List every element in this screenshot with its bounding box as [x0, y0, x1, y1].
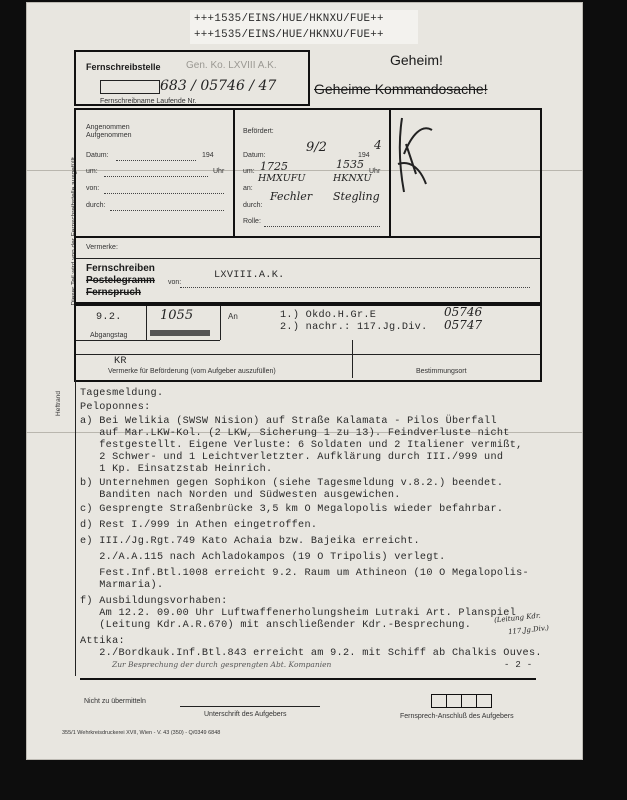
befoerdert-year: 194: [358, 152, 370, 159]
teletype-strip: [190, 10, 418, 44]
angenommen-von: von:: [86, 185, 100, 192]
divider: [76, 340, 220, 341]
angenommen-von-line: [104, 193, 224, 194]
laufende-nr-value: 683 / 05746 / 47: [160, 78, 277, 94]
dispatch-date: 9.2.: [96, 312, 122, 323]
body-line: b) Unternehmen gegen Sophikon (siehe Tagesmeldung v.8.2.) beendet.: [80, 478, 504, 489]
body-line: Marmaria).: [80, 580, 164, 591]
recipient-1: 1.) Okdo.H.Gr.E: [280, 310, 377, 321]
phone-box: [446, 694, 462, 708]
kind-postelegramm: Postelegramm: [86, 275, 155, 286]
body-line: d) Rest I./999 in Athen eingetroffen.: [80, 520, 318, 531]
divider: [389, 110, 391, 236]
body-line: 2./Bordkauk.Inf.Btl.843 erreicht am 9.2. mit Schiff ab Chalkis Ouves.: [80, 648, 542, 659]
header-label: Fernschreibstelle: [86, 62, 161, 72]
dispatch-time: 1055: [160, 308, 194, 323]
angenommen-title: Angenommen: [86, 124, 130, 131]
body-line: (Leitung Kdr.A.R.670) mit anschließender Kdr.-Besprechung.: [80, 620, 472, 631]
routing-code: KR: [114, 356, 127, 367]
angenommen-uhr: Uhr: [213, 168, 225, 175]
angenommen-year: 194: [202, 152, 214, 159]
body-line: c) Gesprengte Straßenbrücke 3,5 km O Megalopolis wieder befahrbar.: [80, 504, 504, 515]
kind-von-value: LXVIII.A.K.: [214, 270, 285, 281]
befoerdert-datum: Datum:: [243, 152, 266, 159]
divider: [76, 258, 540, 259]
befoerdert-an: an:: [243, 185, 253, 192]
recipient-number-1: 05746: [444, 305, 483, 319]
side-note: Dieser Teil wird von der Fernschreibstelle ausgefüllt: [70, 157, 78, 306]
dispatch-time-redaction: [150, 330, 210, 336]
body-line: Peloponnes:: [80, 402, 151, 413]
angenommen-datum: Datum:: [86, 152, 109, 159]
befoerdert-uhr: Uhr: [369, 168, 381, 175]
divider: [76, 236, 540, 238]
margin-note: 117.Jg.Div.): [507, 623, 550, 637]
angenommen-datum-line: [116, 160, 196, 161]
angenommen-um: um:: [86, 168, 98, 175]
laufende-nr-label: Fernschreibname Laufende Nr.: [100, 98, 197, 105]
bestimmungsort-label: Bestimmungsort: [416, 368, 467, 375]
signature-line: [180, 706, 320, 707]
divider: [233, 110, 235, 236]
dispatch-an: An: [228, 312, 238, 321]
unterschrift-label: Unterschrift des Aufgebers: [204, 711, 287, 718]
teletype-strip-line: +++1535/EINS/HUE/HKNXU/FUE++: [194, 13, 384, 25]
recipient-number-2: 05747: [444, 318, 483, 332]
befoerdert-durch-value: Fechler: [270, 190, 313, 203]
befoerdert-durch: durch:: [243, 202, 263, 209]
body-line: 2./A.A.115 nach Achladokampos (19 O Tripolis) verlegt.: [80, 552, 446, 563]
body-margin-line: [75, 380, 76, 676]
befoerdert-datum-value: 9/2: [306, 140, 327, 155]
body-line: a) Bei Welikia (SWSW Nision) auf Straße Kalamata - Pilos Überfall: [80, 416, 497, 427]
page-continuation: - 2 -: [504, 660, 533, 670]
body-line: Banditen nach Norden und Südwesten ausgewichen.: [80, 490, 401, 501]
divider: [352, 340, 353, 378]
body-line: e) III./Jg.Rgt.749 Kato Achaia bzw. Bajeika erreicht.: [80, 536, 420, 547]
body-line: 1 Kp. Einsatzstab Heinrich.: [80, 464, 273, 475]
divider: [220, 306, 221, 340]
von-line: [180, 287, 530, 288]
initials-scribble: [392, 114, 440, 196]
printer-imprint: 355/1 Wehrkreisdruckerei XVII, Wien - V. 43 (350) - Q/0349 6848: [62, 730, 221, 736]
vermerke-befoerderung-label: Vermerke für Beförderung (vom Aufgeber auszufüllen): [108, 368, 276, 375]
vermerke-label: Vermerke:: [86, 244, 118, 251]
nicht-label: Nicht zu übermitteln: [84, 698, 146, 705]
kind-von: von:: [168, 279, 182, 286]
header-label-extra: Gen. Ko. LXVIII A.K.: [186, 60, 277, 71]
befoerdert-um-value2: 1535: [336, 158, 364, 171]
footer-rule: [80, 678, 536, 680]
phone-box: [476, 694, 492, 708]
bottom-handwritten-note: Zur Besprechung der durch gesprengten Abt. Kompanien: [112, 660, 332, 669]
recipient-2: 2.) nachr.: 117.Jg.Div.: [280, 322, 428, 333]
geheim-label: Geheim!: [390, 52, 443, 68]
befoerdert-an-value2: HKNXU: [333, 173, 372, 184]
befoerdert-um: um:: [243, 168, 255, 175]
body-line: Fest.Inf.Btl.1008 erreicht 9.2. Raum um Athineon (10 O Megalopolis-: [80, 568, 529, 579]
number-boxes: [100, 80, 160, 94]
body-line: auf Mar.LKW-Kol. (2 LKW, Sicherung 1 zu 13). Feindverluste nicht: [80, 428, 510, 439]
margin-note: (Leitung Kdr.: [493, 611, 542, 625]
befoerdert-title: Befördert:: [243, 128, 274, 135]
body-line: 2 Schwer- und 1 Leichtverletzter. Aufklärung durch III./999 und: [80, 452, 504, 463]
kind-fernspruch: Fernspruch: [86, 287, 142, 298]
befoerdert-um-value: 1725: [260, 160, 288, 173]
body-line: festgestellt. Eigene Verluste: 6 Soldaten und 2 Italiener vermißt,: [80, 440, 523, 451]
fernsprech-label: Fernsprech-Anschluß des Aufgebers: [400, 713, 514, 720]
phone-box: [431, 694, 447, 708]
divider: [76, 354, 540, 355]
befoerdert-rolle: Rolle:: [243, 218, 261, 225]
phone-boxes: [432, 694, 492, 708]
angenommen-durch: durch:: [86, 202, 106, 209]
body-line: Tagesmeldung.: [80, 388, 164, 399]
body-line: f) Ausbildungsvorhaben:: [80, 596, 228, 607]
befoerdert-year-value: 4: [374, 138, 382, 152]
body-line: Attika:: [80, 636, 125, 647]
phone-box: [461, 694, 477, 708]
befoerdert-rolle-line: [264, 226, 380, 227]
dispatch-date-label: Abgangstag: [90, 332, 128, 339]
aufgenommen-title: Aufgenommen: [86, 132, 132, 139]
geheime-kommandosache-label: Geheime Kommandosache!: [314, 81, 488, 97]
heftrand-label: Heftrand: [54, 391, 62, 416]
divider: [146, 306, 147, 340]
kind-fernschreiben: Fernschreiben: [86, 263, 155, 274]
befoerdert-an-value: HMXUFU: [258, 173, 306, 184]
angenommen-um-line: [104, 176, 208, 177]
angenommen-durch-line: [110, 210, 224, 211]
befoerdert-durch-value2: Stegling: [333, 190, 380, 203]
body-line: Am 12.2. 09.00 Uhr Luftwaffenerholungsheim Lutraki Art. Planspiel: [80, 608, 517, 619]
teletype-strip-line: +++1535/EINS/HUE/HKNXU/FUE++: [194, 29, 384, 41]
